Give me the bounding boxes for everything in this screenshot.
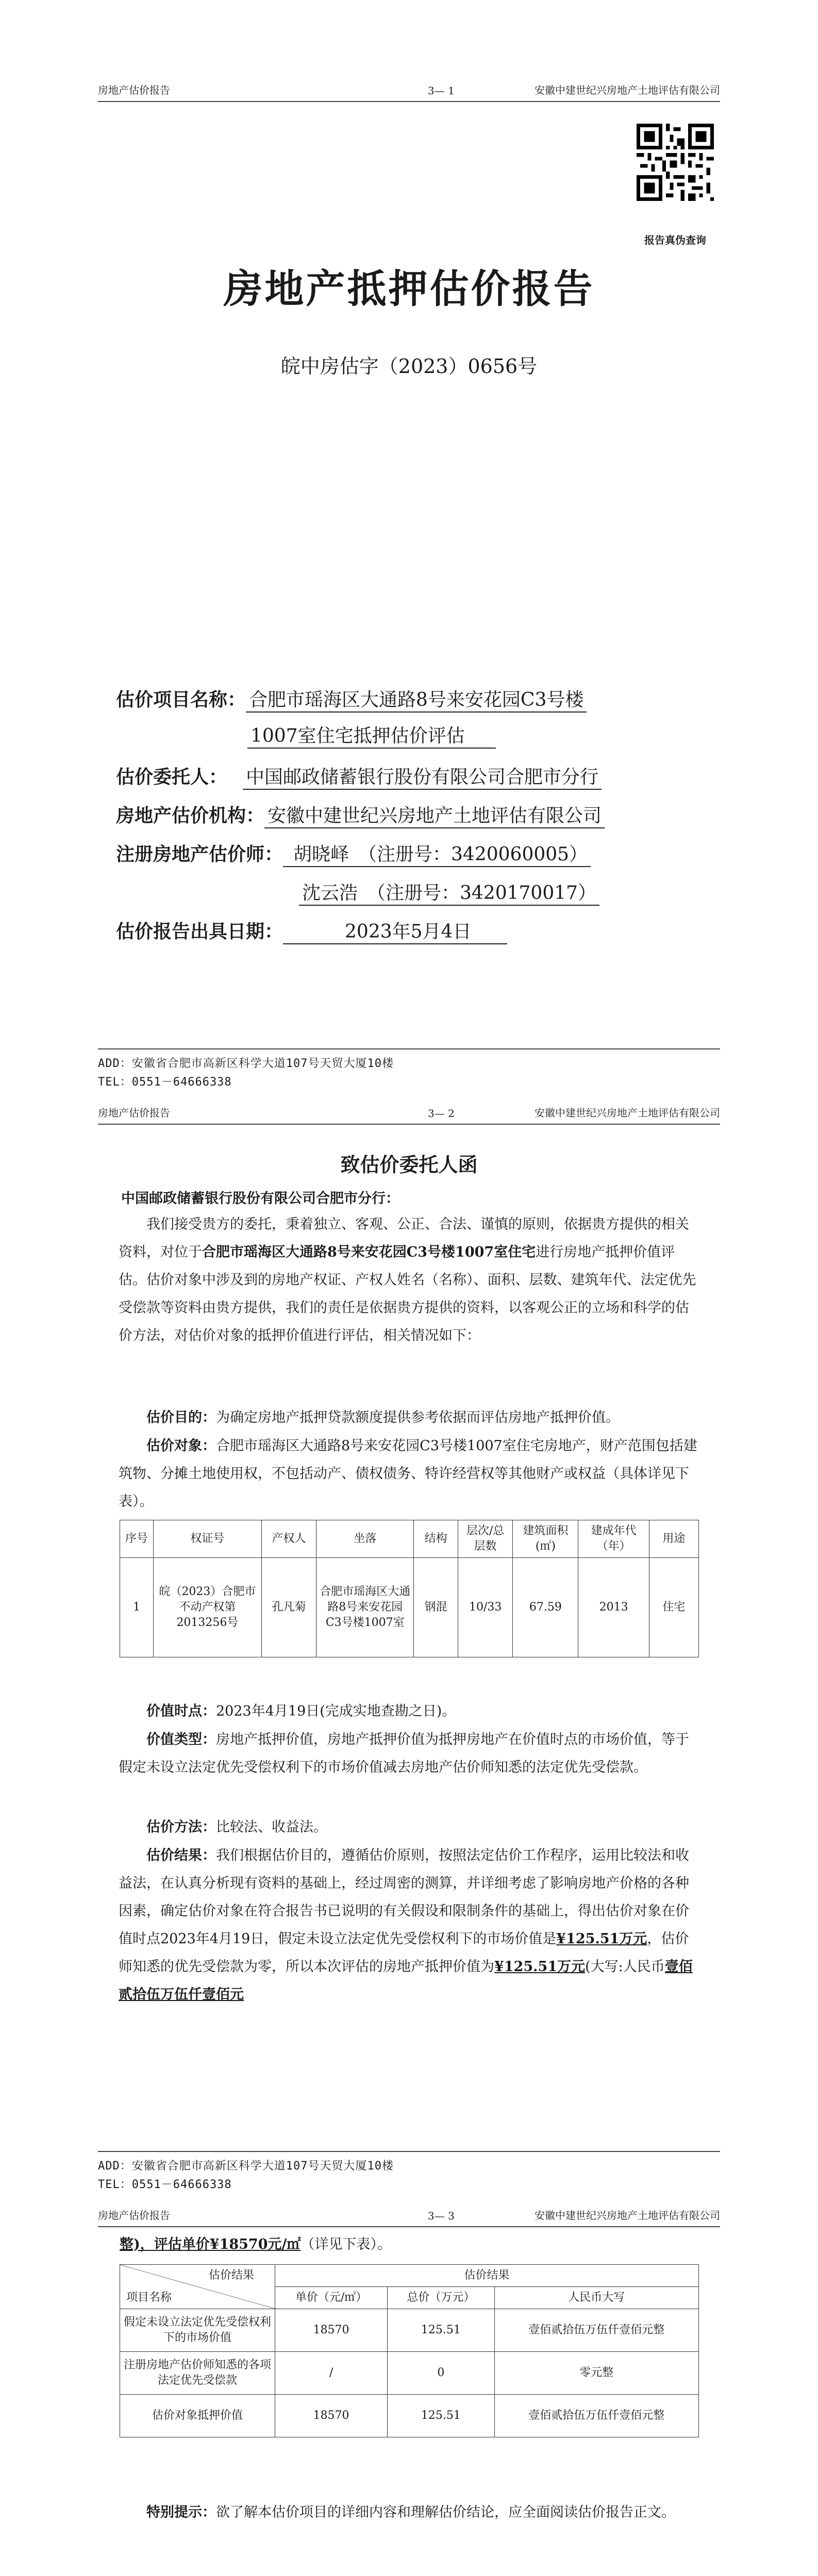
table-row	[120, 2309, 699, 2352]
result-group-header: 估价结果	[275, 2265, 699, 2287]
letter-page	[0, 1100, 818, 2200]
table-cell: 18570	[275, 2395, 388, 2437]
table-header-cell: 建成年代（年）	[578, 1520, 649, 1558]
result-text-3: (大写:人民币	[585, 1959, 665, 1975]
qr-caption: 报告真伪查询	[644, 234, 706, 246]
mortgage-value-words: 壹佰贰拾伍万伍仟壹佰元	[119, 1959, 693, 2003]
corner-top: 估价结果	[208, 2269, 254, 2282]
page-header	[98, 2202, 720, 2227]
client-label: 估价委托人：	[116, 766, 228, 788]
page-header	[98, 77, 720, 102]
value-type-text: 房地产抵押价值，房地产抵押价值为抵押房地产在价值时点的市场价值，等于假定未设立法定优先受偿权利下的市场价值减去房地产估价师知悉的法定优先受偿款。	[119, 1732, 689, 1775]
col-total-price: 总价（万元）	[388, 2287, 495, 2309]
table-cell: 1	[120, 1558, 154, 1657]
table-cell: 壹佰贰拾伍万伍仟壹佰元整	[494, 2309, 698, 2352]
appraiser-label: 注册房地产估价师：	[116, 843, 283, 865]
purpose-text: 为确定房地产抵押贷款额度提供参考依据而评估房地产抵押价值。	[216, 1410, 620, 1426]
date-row	[116, 917, 507, 944]
result-paragraph	[119, 1842, 699, 2009]
purpose-label: 估价目的：	[146, 1410, 216, 1426]
table-cell: 钢混	[414, 1558, 458, 1657]
method-paragraph	[119, 1814, 699, 1841]
result-continuation	[120, 2231, 700, 2259]
table-cell: 125.51	[388, 2309, 495, 2352]
object-text: 合肥市瑶海区大通路8号来安花园C3号楼1007室住宅房地产，财产范围包括建筑物、分摊土地使用权，不包括动产、债权债务、特许经营权等其他财产或权益（具体详见下表）。	[119, 1438, 697, 1510]
table-header-cell: 序号	[120, 1520, 154, 1558]
result-text-4: 整)，评估单价	[120, 2236, 210, 2252]
header-page-number: 3— 2	[428, 1107, 455, 1120]
col-rmb-words: 人民币大写	[494, 2287, 698, 2309]
table-cell: 合肥市瑶海区大通路8号来安花园C3号楼1007室	[316, 1558, 414, 1657]
letter-intro	[119, 1211, 699, 1350]
report-title: 房地产抵押估价报告	[223, 266, 595, 312]
result-text-2: ，估价师知悉的优先受偿款为零，所以本次评估的房地产抵押价值为	[119, 1931, 689, 1975]
table-cell: 假定未设立法定优先受偿权利下的市场价值	[120, 2309, 275, 2352]
value-date-text: 2023年4月19日(完成实地查勘之日)。	[216, 1703, 456, 1719]
appraiser-row	[116, 840, 591, 867]
header-right: 安徽中建世纪兴房地产土地评估有限公司	[535, 1107, 720, 1119]
table-cell: 125.51	[388, 2395, 495, 2437]
table-cell: 估价对象抵押价值	[120, 2395, 275, 2437]
special-label: 特别提示：	[146, 2504, 216, 2520]
project-name-row	[116, 685, 587, 713]
footer-tel: TEL：0551－64666338	[98, 1076, 232, 1089]
result-table	[120, 2264, 699, 2437]
agency-value: 安徽中建世纪兴房地产土地评估有限公司	[264, 801, 605, 828]
value-date-paragraph	[119, 1698, 699, 1725]
table-cell: 皖（2023）合肥市不动产权第2013256号	[154, 1558, 262, 1657]
header-left: 房地产估价报告	[98, 1107, 170, 1119]
header-left: 房地产估价报告	[98, 2209, 170, 2222]
table-header-row	[120, 2265, 699, 2287]
method-text: 比较法、收益法。	[216, 1819, 327, 1835]
qr-code[interactable]	[637, 124, 714, 201]
intro-text-2: 进行房地产抵押价值评估。估价对象中涉及到的房地产权证、产权人姓名（名称）、面积、层数、建筑年代、法定优先受偿款等资料由贵方提供，我们的责任是依据贵方提供的资料，以客观公正的立场和科学的估价方法，对估价对象的抵押价值进行评估，相关情况如下：	[119, 1244, 696, 1344]
date-label: 估价报告出具日期：	[116, 921, 283, 942]
footer-address: ADD：安徽省合肥市高新区科学大道107号天贸大厦10楼	[98, 1057, 394, 1070]
result-page	[0, 2202, 818, 2576]
unit-price: ¥18570元/㎡	[209, 2236, 301, 2252]
table-cell: 10/33	[458, 1558, 512, 1657]
date-value: 2023年5月4日	[283, 917, 507, 944]
page-footer	[98, 1048, 720, 1092]
appraiser-1: 胡晓峄 （注册号：3420060005）	[283, 840, 591, 867]
special-note	[119, 2499, 699, 2527]
table-cell: 0	[388, 2352, 495, 2395]
cover-page	[0, 0, 818, 1097]
project-name-row-2	[247, 721, 496, 749]
agency-label: 房地产估价机构：	[116, 805, 265, 826]
table-cell: 18570	[275, 2309, 388, 2352]
appraiser-2: 沈云浩 （注册号：3420170017）	[299, 878, 599, 906]
table-cell: 67.59	[513, 1558, 578, 1657]
purpose-paragraph	[119, 1404, 699, 1432]
table-header-cell: 层次/总层数	[458, 1520, 512, 1558]
table-header-row	[120, 1520, 699, 1558]
document-number: 皖中房估字（2023）0656号	[280, 355, 538, 378]
property-table	[120, 1520, 699, 1657]
table-row	[120, 1558, 699, 1657]
client-value: 中国邮政储蓄银行股份有限公司合肥市分行	[243, 762, 602, 790]
table-cell: /	[275, 2352, 388, 2395]
value-type-label: 价值类型：	[146, 1732, 216, 1748]
table-cell: 注册房地产估价师知悉的各项法定优先受偿款	[120, 2352, 275, 2395]
appraiser-row-2	[299, 878, 599, 906]
table-header-cell: 坐落	[316, 1520, 414, 1558]
mortgage-value: ¥125.51万元	[494, 1959, 586, 1975]
corner-bottom: 项目名称	[126, 2291, 172, 2304]
table-header-cell: 建筑面积(㎡)	[513, 1520, 578, 1558]
object-label: 估价对象：	[146, 1438, 216, 1454]
intro-text: 我们接受贵方的委托，秉着独立、客观、公正、合法、谨慎的原则，依据贵方提供的相关资料，对位于	[119, 1216, 689, 1260]
table-cell: 2013	[578, 1558, 649, 1657]
table-row	[120, 2352, 699, 2395]
agency-row	[116, 801, 605, 828]
table-header-cell: 产权人	[261, 1520, 316, 1558]
table-cell: 住宅	[649, 1558, 698, 1657]
letter-title: 致估价委托人函	[340, 1153, 478, 1176]
table-row	[120, 2395, 699, 2437]
result-label: 估价结果：	[146, 1848, 216, 1863]
col-unit-price: 单价（元/㎡）	[275, 2287, 388, 2309]
footer-tel: TEL：0551－64666338	[98, 2178, 232, 2191]
intro-address: 合肥市瑶海区大通路8号来安花园C3号楼1007室住宅	[202, 1244, 536, 1260]
corner-cell	[120, 2265, 275, 2309]
table-cell: 零元整	[494, 2352, 698, 2395]
client-row	[116, 762, 602, 790]
result-text: 我们根据估价目的，遵循估价原则，按照法定估价工作程序，运用比较法和收益法，在认真分析现有资料的基础上，经过周密的测算，并详细考虑了影响房地产价格的各种因素，确定估价对象在符合报告书已说明的有关假设和限制条件的基础上，得出估价对象在价值时点2023年4月19日，假定未设立法定优先受偿权利下的市场价值是	[119, 1848, 689, 1947]
result-text-5: （详见下表）。	[301, 2236, 391, 2252]
value-type-paragraph	[119, 1726, 699, 1782]
table-header-cell: 权证号	[154, 1520, 262, 1558]
header-page-number: 3— 1	[428, 84, 455, 97]
header-page-number: 3— 3	[428, 2210, 455, 2222]
header-right: 安徽中建世纪兴房地产土地评估有限公司	[535, 84, 720, 96]
special-text: 欲了解本估价项目的详细内容和理解估价结论，应全面阅读估价报告正文。	[216, 2504, 675, 2520]
table-cell: 孔凡菊	[261, 1558, 316, 1657]
market-value: ¥125.51万元	[556, 1931, 647, 1947]
project-value-2: 1007室住宅抵押估价评估	[247, 721, 496, 749]
project-value-1: 合肥市瑶海区大通路8号来安花园C3号楼	[246, 685, 587, 713]
footer-address: ADD：安徽省合肥市高新区科学大道107号天贸大厦10楼	[98, 2160, 394, 2173]
header-right: 安徽中建世纪兴房地产土地评估有限公司	[535, 2209, 720, 2222]
object-paragraph	[119, 1432, 699, 1516]
method-label: 估价方法：	[146, 1819, 216, 1835]
value-date-label: 价值时点：	[146, 1703, 216, 1719]
header-left: 房地产估价报告	[98, 84, 170, 96]
table-cell: 壹佰贰拾伍万伍仟壹佰元整	[494, 2395, 698, 2437]
table-header-cell: 用途	[649, 1520, 698, 1558]
project-label: 估价项目名称：	[116, 689, 246, 710]
letter-recipient: 中国邮政储蓄银行股份有限公司合肥市分行：	[121, 1191, 399, 1207]
page-header	[98, 1100, 720, 1125]
page-footer	[98, 2151, 720, 2194]
table-header-cell: 结构	[414, 1520, 458, 1558]
